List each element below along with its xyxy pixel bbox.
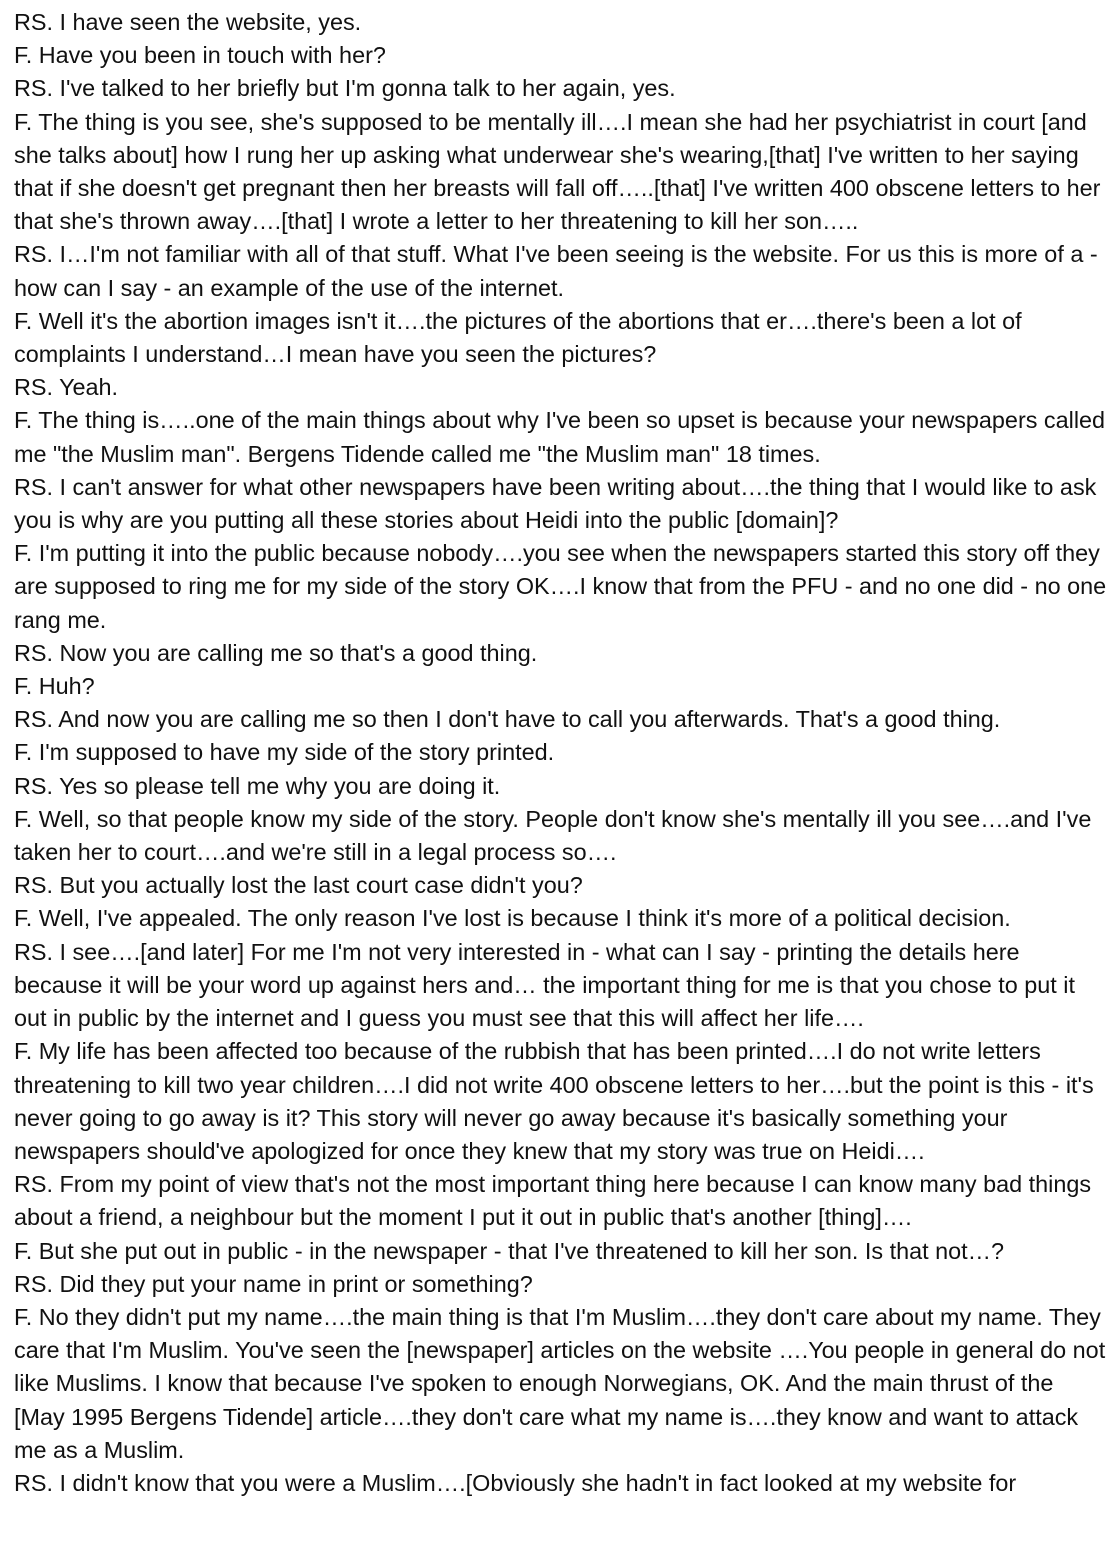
transcript-line: RS. I can't answer for what other newspapers have been writing about….the thing that I would like to ask you is why are you putting all these stories about Heidi into the public [domain]? [14, 473, 1097, 534]
transcript-line: RS. But you actually lost the last court case didn't you? [14, 872, 583, 899]
transcript-line: RS. Yes so please tell me why you are doing it. [14, 772, 501, 799]
transcript-line: RS. I didn't know that you were a Muslim….[Obviously she hadn't in fact looked at my website for [14, 1469, 1017, 1496]
transcript-line: F. But she put out in public - in the newspaper - that I've threatened to kill her son. Is that not…? [14, 1237, 1005, 1264]
transcript-document [14, 6, 1108, 1500]
transcript-line: F. Well, I've appealed. The only reason I've lost is because I think it's more of a political decision. [14, 905, 1011, 932]
transcript-line: RS. Did they put your name in print or something? [14, 1270, 533, 1297]
transcript-line: RS. I've talked to her briefly but I'm gonna talk to her again, yes. [14, 75, 676, 102]
transcript-line: F. My life has been affected too because of the rubbish that has been printed….I do not write letters threatening to kill two year children….I did not write 400 obscene letters to her….but the point is this - it's never going to go away is it? This story will never go away because it's basically something your newspapers should've apologized for once they knew that my story was true on Heidi…. [14, 1038, 1094, 1164]
transcript-line: F. The thing is you see, she's supposed to be mentally ill….I mean she had her psychiatrist in court [and she talks about] how I rung her up asking what underwear she's wearing,[that] I've written to her saying that if she doesn't get pregnant then her breasts will fall off…..[that] I've written 400 obscene letters to her that she's thrown away….[that] I wrote a letter to her threatening to kill her son….. [14, 108, 1101, 235]
transcript-line: F. No they didn't put my name….the main thing is that I'm Muslim….they don't care about my name. They care that I'm Muslim. You've seen the [newspaper] articles on the website ….You people in general do not like Muslims. I know that because I've spoken to enough Norwegians, OK. And the main thrust of the [May 1995 Bergens Tidende] article….they don't care what my name is….they know and want to attack me as a Muslim. [14, 1303, 1106, 1463]
transcript-line: F. Well it's the abortion images isn't it….the pictures of the abortions that er….there's been a lot of complaints I understand…I mean have you seen the pictures? [14, 307, 1022, 368]
transcript-line: RS. I…I'm not familiar with all of that stuff. What I've been seeing is the website. For us this is more of a - how can I say - an example of the use of the internet. [14, 241, 1098, 301]
transcript-line: F. I'm putting it into the public because nobody….you see when the newspapers started this story off they are supposed to ring me for my side of the story OK….I know that from the PFU - and no one did - no one rang me. [14, 540, 1107, 633]
transcript-line: RS. Now you are calling me so that's a good thing. [14, 639, 538, 666]
transcript-line: F. Huh? [14, 673, 95, 700]
transcript-line: RS. Yeah. [14, 374, 119, 401]
transcript-line: RS. I have seen the website, yes. [14, 9, 362, 35]
transcript-line: F. Have you been in touch with her? [14, 42, 386, 69]
transcript-line: RS. I see….[and later] For me I'm not very interested in - what can I say - printing the details here because it will be your word up against hers and… the important thing for me is that you chose to put it out in public by the internet and I guess you must see that this will affect her life…. [14, 938, 1075, 1032]
transcript-line: RS. From my point of view that's not the most important thing here because I can know many bad things about a friend, a neighbour but the moment I put it out in public that's another [thing]…. [14, 1171, 1092, 1231]
transcript-line: RS. And now you are calling me so then I don't have to call you afterwards. That's a good thing. [14, 706, 1001, 733]
transcript-line: F. The thing is…..one of the main things about why I've been so upset is because your newspapers called me "the Muslim man". Bergens Tidende called me "the Muslim man" 18 times. [14, 407, 1106, 467]
transcript-line: F. Well, so that people know my side of the story. People don't know she's mentally ill you see….and I've taken her to court….and we're still in a legal process so…. [14, 805, 1092, 866]
transcript-line: F. I'm supposed to have my side of the story printed. [14, 739, 555, 766]
